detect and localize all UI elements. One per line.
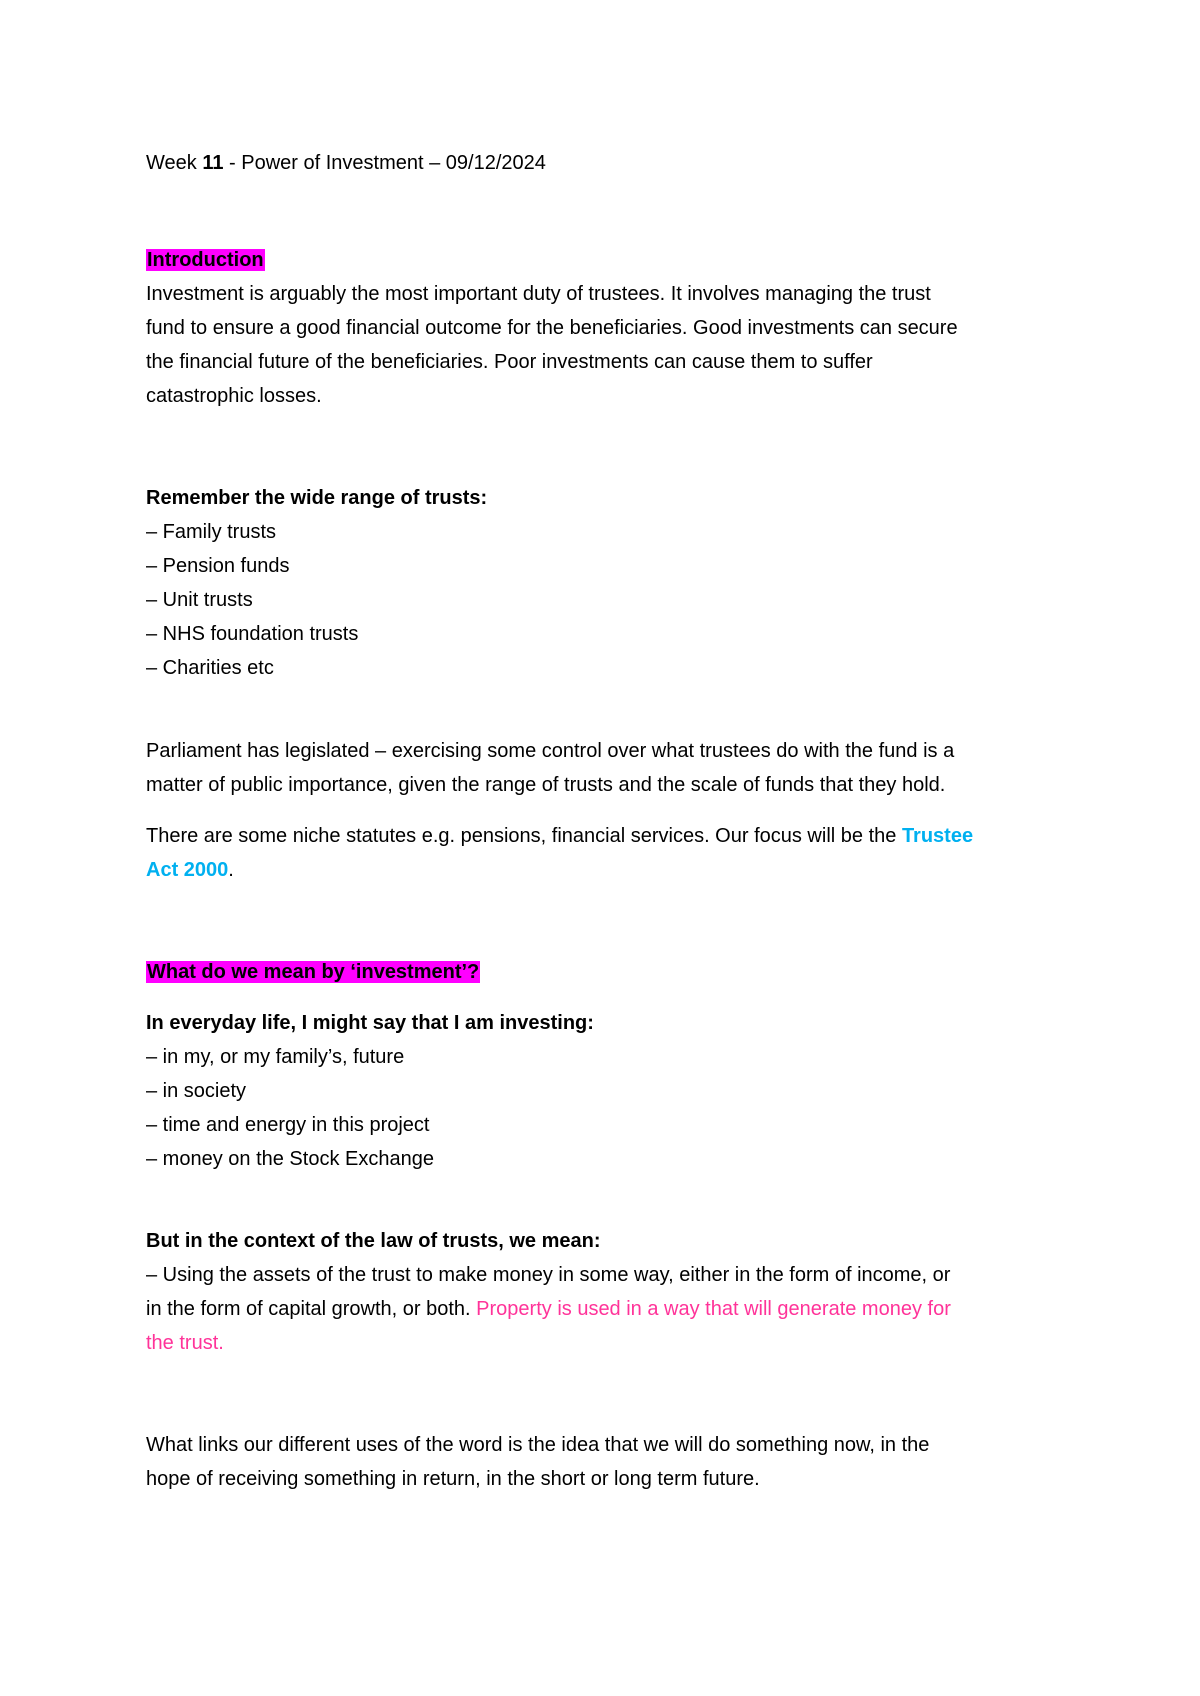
investing-list-item: – time and energy in this project — [146, 1114, 430, 1136]
statutes-text: There are some niche statutes e.g. pensions, financial services. Our focus will be the — [146, 825, 902, 847]
statutes-line-1 — [146, 823, 973, 849]
investing-list-item: – money on the Stock Exchange — [146, 1148, 434, 1170]
parliament-line-1: Parliament has legislated – exercising some control over what trustees do with the fund is a — [146, 740, 955, 762]
trustee-act-link[interactable]: Trustee — [901, 825, 974, 847]
trust-list-item: – Unit trusts — [146, 589, 253, 611]
introduction-heading — [146, 247, 265, 273]
introduction-heading-text: Introduction — [147, 249, 264, 271]
trust-list-item: – Pension funds — [146, 555, 290, 577]
trust-list-item: – Charities etc — [146, 657, 274, 679]
meaning-heading-text: What do we mean by ‘investment’? — [147, 961, 480, 983]
page-title — [146, 150, 546, 176]
intro-line-1: Investment is arguably the most important duty of trustees. It involves managing the trust — [146, 283, 931, 305]
context-heading: But in the context of the law of trusts, we mean: — [146, 1230, 601, 1252]
meaning-heading — [146, 959, 480, 985]
document-page — [146, 0, 1066, 1696]
parliament-line-2: matter of public importance, given the range of trusts and the scale of funds that they hold. — [146, 774, 946, 796]
links-line-2: hope of receiving something in return, in the short or long term future. — [146, 1468, 760, 1490]
context-line-1: – Using the assets of the trust to make money in some way, either in the form of income, or — [146, 1264, 951, 1286]
property-note: Property is used in a way that will generate money for — [476, 1298, 951, 1320]
trusts-heading: Remember the wide range of trusts: — [146, 487, 488, 509]
links-line-1: What links our different uses of the word is the idea that we will do something now, in the — [146, 1434, 930, 1456]
title-rest: - Power of Investment – 09/12/2024 — [223, 152, 546, 174]
investing-list-item: – in society — [146, 1080, 247, 1102]
intro-line-3: the financial future of the beneficiaries. Poor investments can cause them to suffer — [146, 351, 873, 373]
statutes-period: . — [228, 859, 234, 881]
everyday-heading: In everyday life, I might say that I am investing: — [146, 1012, 594, 1034]
trust-list-item: – NHS foundation trusts — [146, 623, 359, 645]
context-line-2 — [146, 1296, 951, 1322]
title-week-number: 11 — [202, 152, 224, 174]
intro-line-2: fund to ensure a good financial outcome for the beneficiaries. Good investments can secure — [146, 317, 958, 339]
intro-line-4: catastrophic losses. — [146, 385, 322, 407]
statutes-line-2 — [146, 857, 234, 883]
property-note-continued: the trust. — [146, 1332, 224, 1354]
trust-list-item: – Family trusts — [146, 521, 277, 543]
title-week: Week — [146, 152, 203, 174]
trustee-act-link-continued[interactable]: Act 2000 — [146, 859, 229, 881]
context-text: in the form of capital growth, or both. — [146, 1298, 477, 1320]
investing-list-item: – in my, or my family’s, future — [146, 1046, 405, 1068]
